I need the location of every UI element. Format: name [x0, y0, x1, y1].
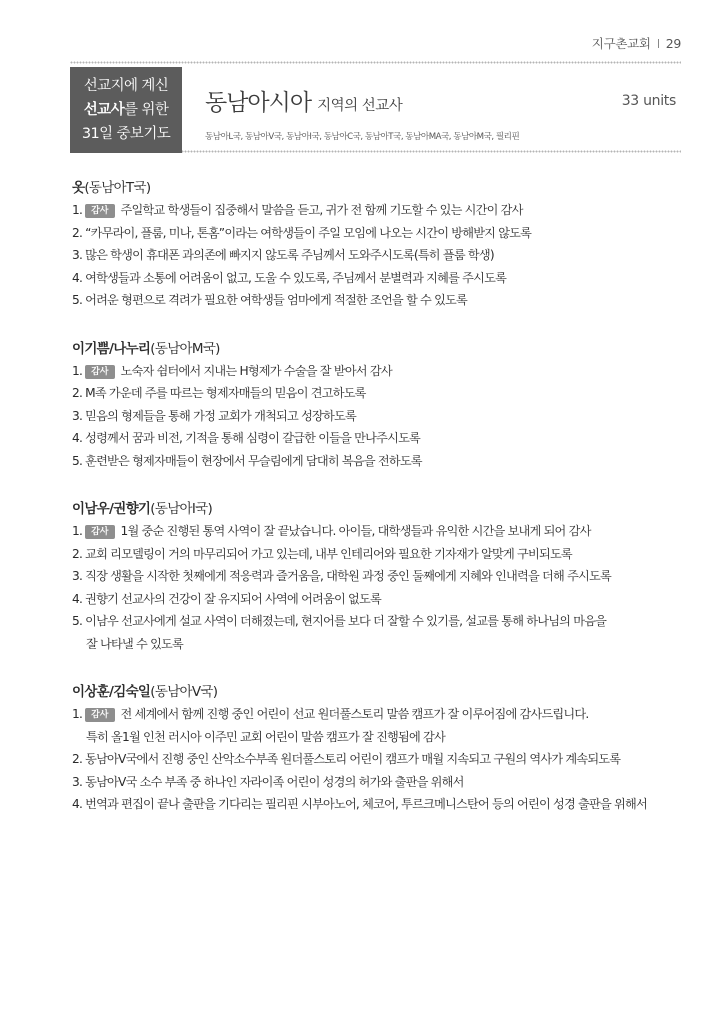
item-text: 동남아V국에서 진행 중인 산악소수부족 원더풀스토리 어린이 캠프가 매월 지속되고 구원의 역사가 계속되도록 [85, 752, 621, 766]
thanks-tag: 감사 [85, 525, 114, 539]
prayer-content [72, 177, 682, 842]
prayer-item [72, 382, 682, 405]
prayer-item [72, 450, 682, 473]
item-number: 2. [72, 386, 83, 400]
prayer-badge [70, 67, 182, 153]
item-text: 권향기 선교사의 건강이 잘 유지되어 사역에 어려움이 없도록 [85, 591, 381, 606]
page-number: 29 [665, 36, 681, 51]
thanks-tag: 감사 [85, 365, 114, 379]
item-number: 4. [72, 270, 83, 285]
item-number: 3. [72, 569, 83, 583]
units-count: 33 units [621, 93, 676, 109]
badge-line-1: 선교지에 계신 [83, 78, 169, 94]
item-number: 4. [72, 591, 83, 606]
header-separator [658, 39, 659, 48]
item-text: 1월 중순 진행된 통역 사역이 잘 끝났습니다. 아이들, 대학생들과 유익한 시간을 보내게 되어 감사 [120, 524, 591, 538]
prayer-item [72, 610, 682, 655]
prayer-section [72, 498, 682, 655]
missionary-heading [72, 177, 682, 199]
missionary-name: 이상훈/김숙일 [72, 684, 151, 700]
dotted-rule-top [70, 60, 681, 65]
running-header [592, 34, 681, 52]
item-number: 3. [72, 248, 83, 262]
item-text-continued: 특히 올1월 인천 러시아 이주민 교회 어린이 말씀 캠프가 잘 진행됨에 감사 [86, 729, 445, 744]
region-subtitle: 지역의 선교사 [317, 98, 403, 114]
prayer-item [72, 360, 682, 383]
prayer-item [72, 565, 682, 588]
prayer-item [72, 771, 682, 794]
item-number: 1. [72, 203, 83, 217]
item-number: 2. [72, 225, 83, 240]
item-text: 훈련받은 형제자매들이 현장에서 무슬림에게 담대히 복음을 전하도록 [85, 453, 422, 468]
item-number: 5. [72, 453, 83, 468]
missionary-heading [72, 681, 682, 703]
item-number: 2. [72, 752, 83, 766]
prayer-item [72, 543, 682, 566]
item-number: 4. [72, 797, 83, 811]
item-text: 어려운 형편으로 격려가 필요한 여학생들 엄마에게 적절한 조언을 할 수 있도록 [85, 293, 467, 307]
missionary-heading [72, 498, 682, 520]
item-text: M족 가운데 주를 따르는 형제자매들의 믿음이 견고하도록 [85, 386, 366, 400]
item-text: 노숙자 쉼터에서 지내는 H형제가 수술을 잘 받아서 감사 [120, 363, 392, 378]
badge-line-2-bold: 선교사 [83, 102, 124, 118]
item-number: 1. [72, 363, 83, 378]
item-text: 많은 학생이 휴대폰 과의존에 빠지지 않도록 주님께서 도와주시도록(특히 플룸 학생) [85, 248, 494, 262]
item-text: “카무라이, 플룸, 미나, 톤홈”이라는 여학생들이 주일 모임에 나오는 시간이 방해받지 않도록 [85, 225, 532, 240]
prayer-item [72, 222, 682, 245]
region-heading [205, 84, 402, 117]
item-text: 이남우 선교사에게 설교 사역이 더해졌는데, 현지어를 보다 더 잘할 수 있기를, 설교를 통해 하나님의 마음을 [85, 614, 607, 628]
missionary-region: (동남아M국) [150, 340, 220, 357]
item-number: 5. [72, 293, 83, 307]
badge-line-2 [70, 98, 182, 122]
item-text-continued: 잘 나타낼 수 있도록 [86, 636, 184, 651]
missionary-name: 이기쁨/나누리 [72, 340, 151, 357]
prayer-item [72, 793, 682, 816]
item-text: 성령께서 꿈과 비전, 기적을 통해 심령이 갈급한 이들을 만나주시도록 [85, 431, 421, 445]
thanks-tag: 감사 [85, 708, 114, 722]
missionary-region: (동남아T국) [84, 180, 151, 196]
item-text: 믿음의 형제들을 통해 가정 교회가 개척되고 성장하도록 [85, 408, 356, 423]
prayer-item [72, 703, 682, 748]
country-list: 동남아L국, 동남아V국, 동남아I국, 동남아C국, 동남아T국, 동남아MA국, 동남아M국, 필리핀 [205, 132, 520, 142]
badge-line-3: 31일 중보기도 [81, 126, 171, 142]
missionary-heading [72, 338, 682, 360]
prayer-item [72, 289, 682, 312]
prayer-item [72, 244, 682, 267]
item-number: 5. [72, 614, 83, 628]
prayer-item [72, 520, 682, 543]
prayer-item [72, 199, 682, 222]
prayer-item [72, 588, 682, 611]
running-header-title: 지구촌교회 [591, 36, 651, 51]
prayer-section [72, 681, 682, 816]
item-text: 번역과 편집이 끝나 출판을 기다리는 필리핀 시부아노어, 체코어, 투르크메니스탄어 등의 어린이 성경 출판을 위해서 [85, 797, 647, 811]
thanks-tag: 감사 [85, 204, 114, 218]
prayer-item [72, 748, 682, 771]
prayer-item [72, 427, 682, 450]
item-text: 직장 생활을 시작한 첫째에게 적응력과 즐거움을, 대학원 과정 중인 둘째에게 지혜와 인내력을 더해 주시도록 [85, 569, 611, 583]
item-number: 3. [72, 408, 83, 423]
prayer-item [72, 267, 682, 290]
item-number: 4. [72, 431, 83, 445]
item-text: 주일학교 학생들이 집중해서 말씀을 듣고, 귀가 전 함께 기도할 수 있는 시간이 감사 [120, 203, 523, 217]
item-number: 2. [72, 546, 83, 561]
region-title: 동남아시아 [205, 90, 312, 116]
missionary-name: 옷 [72, 180, 85, 196]
item-text: 여학생들과 소통에 어려움이 없고, 도울 수 있도록, 주님께서 분별력과 지혜를 주시도록 [85, 270, 507, 285]
prayer-item [72, 405, 682, 428]
item-number: 1. [72, 524, 83, 538]
missionary-name: 이남우/권향기 [72, 501, 151, 517]
badge-line-2-rest: 를 위한 [124, 102, 169, 118]
item-number: 1. [72, 707, 83, 721]
item-text: 동남아V국 소수 부족 중 하나인 자라이족 어린이 성경의 허가와 출판을 위해서 [85, 774, 464, 789]
item-text: 전 세계에서 함께 진행 중인 어린이 선교 원더풀스토리 말씀 캠프가 잘 이루어짐에 감사드립니다. [120, 707, 589, 721]
item-text: 교회 리모델링이 거의 마무리되어 가고 있는데, 내부 인테리어와 필요한 기자재가 알맞게 구비되도록 [85, 546, 572, 561]
missionary-region: (동남아V국) [150, 684, 218, 700]
prayer-section [72, 338, 682, 473]
missionary-region: (동남아I국) [150, 501, 213, 517]
prayer-section [72, 177, 682, 312]
item-number: 3. [72, 774, 83, 789]
